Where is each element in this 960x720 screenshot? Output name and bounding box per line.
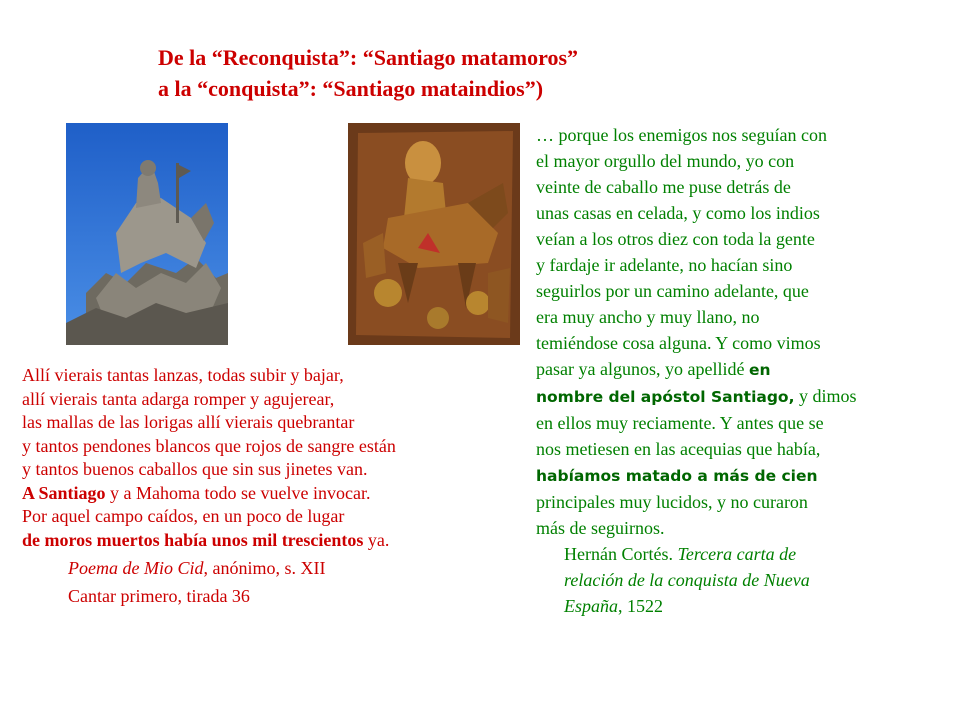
prose-line: en ellos muy reciamente. Y antes que se — [536, 413, 824, 433]
prose-line: más de seguirnos. — [536, 518, 665, 538]
poem-line — [22, 529, 396, 553]
poem-line: y tantos pendones blancos que rojos de sangre están — [22, 435, 396, 456]
poem-line — [22, 482, 396, 506]
poem-line: Por aquel campo caídos, en un poco de lugar — [22, 506, 345, 526]
prose-text: y dimos — [794, 386, 857, 406]
prose-line: unas casas en celada, y como los indios — [536, 203, 820, 223]
poem-citation-text: , anónimo, s. XII — [203, 558, 326, 578]
prose-citation-title-line-2: relación de la conquista de Nueva — [564, 570, 810, 590]
poem-line: y tantos buenos caballos que sin sus jinetes van. — [22, 459, 368, 479]
prose-line: temiéndose cosa alguna. Y como vimos — [536, 333, 821, 353]
poem-emphasis: A Santiago — [22, 482, 106, 503]
slide-title — [158, 42, 578, 104]
poema-mio-cid-excerpt — [22, 364, 396, 608]
prose-line: era muy ancho y muy llano, no — [536, 307, 760, 327]
prose-line: veían a los otros diez con toda la gente — [536, 229, 815, 249]
prose-emphasis: nombre del apóstol Santiago, — [536, 388, 795, 406]
title-line-1: De la “Reconquista”: “Santiago matamoros” — [158, 45, 579, 70]
poem-emphasis: de moros muertos había unos mil trescientos — [22, 529, 364, 550]
poem-text: y a Mahoma todo se vuelve invocar. — [105, 482, 371, 503]
prose-citation-author: Hernán Cortés. — [564, 544, 678, 564]
poem-citation-title: Poema de Mio Cid — [68, 558, 204, 578]
prose-emphasis: en — [748, 361, 771, 379]
poem-line: allí vierais tanta adarga romper y agujerear, — [22, 388, 335, 409]
prose-citation-title: Tercera carta de — [677, 544, 797, 564]
prose-line — [536, 462, 956, 489]
prose-text: pasar ya algunos, yo apellidé — [536, 359, 749, 379]
poem-line: las mallas de las lorigas allí vierais quebrantar — [22, 412, 355, 432]
prose-citation-line-3 — [536, 593, 956, 619]
poem-text: ya. — [363, 529, 390, 550]
prose-citation — [536, 541, 956, 567]
prose-line: nos metiesen en las acequias que había, — [536, 439, 821, 459]
santiago-statue-image — [66, 123, 228, 345]
prose-line: el mayor orgullo del mundo, yo con — [536, 151, 795, 171]
prose-line: y fardaje ir adelante, no hacían sino — [536, 255, 793, 275]
prose-line — [536, 383, 956, 410]
santiago-relief-image — [348, 123, 520, 345]
poem-citation-line-2: Cantar primero, tirada 36 — [68, 585, 250, 606]
prose-citation-title: España — [564, 596, 618, 616]
prose-line: principales muy lucidos, y no curaron — [536, 492, 808, 512]
poem-line: Allí vierais tantas lanzas, todas subir y bajar, — [22, 365, 344, 385]
cortes-letter-excerpt — [536, 122, 956, 619]
title-line-2: a la “conquista”: “Santiago mataindios”) — [158, 76, 544, 101]
prose-line: … porque los enemigos nos seguían con — [536, 125, 827, 145]
prose-line — [536, 356, 956, 383]
prose-citation-year: , 1522 — [618, 596, 663, 616]
prose-line: veinte de caballo me puse detrás de — [536, 177, 791, 197]
poem-citation — [22, 557, 396, 581]
prose-line: seguirlos por un camino adelante, que — [536, 281, 809, 301]
prose-emphasis: habíamos matado a más de cien — [536, 467, 818, 485]
